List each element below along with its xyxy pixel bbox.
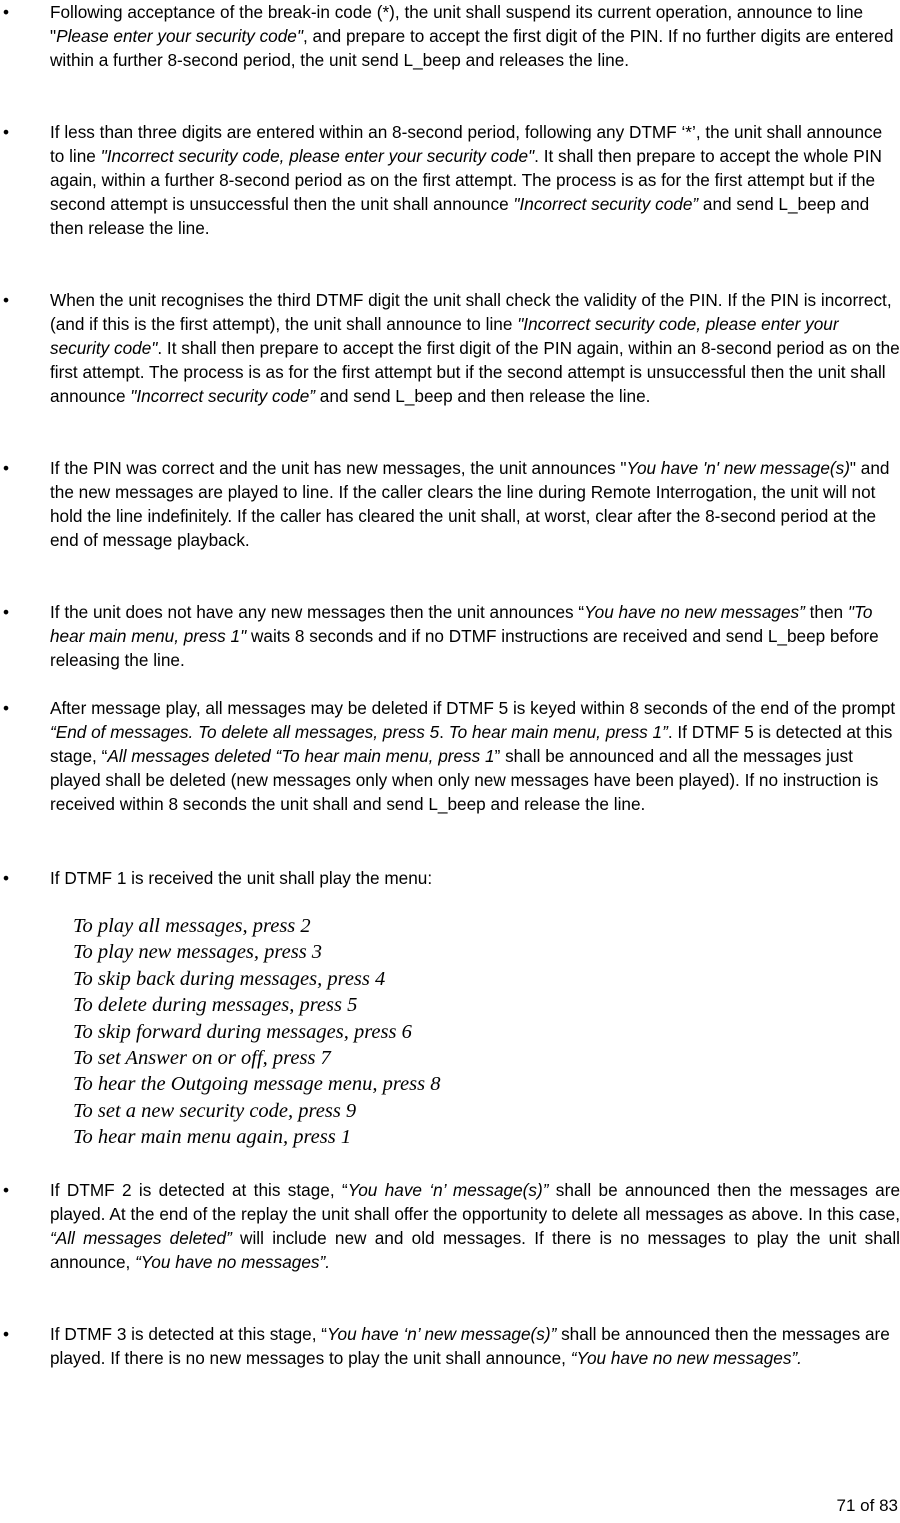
paragraph-run: and send L_beep and then release the line. xyxy=(50,194,870,238)
bullet-icon: • xyxy=(2,698,10,718)
paragraph-run: shall be announced then the messages are played. If there is no new messages to play the unit shall announce, xyxy=(50,1324,890,1368)
paragraph-run: If DTMF 3 is detected at this stage, “ xyxy=(50,1324,328,1344)
quoted-prompt-text: "Incorrect security code” xyxy=(130,386,316,406)
paragraph-run: and send L_beep and then release the line. xyxy=(315,386,651,406)
menu-line: To skip back during messages, press 4 xyxy=(73,967,386,990)
quoted-prompt-text: You have 'n' new message(s) xyxy=(626,458,850,478)
quoted-prompt-text: “End of messages. To delete all messages, press 5 xyxy=(50,722,440,742)
quoted-prompt-text: To hear main menu, press 1” xyxy=(448,722,668,742)
paragraph-run: . It shall then prepare to accept the first digit of the PIN again, within an 8-second period as on the first attempt. The process is as for the first attempt but if the second attempt is unsuccessful then the unit shall announce xyxy=(50,338,900,406)
bullet-icon: • xyxy=(2,1180,10,1200)
bullet-icon: • xyxy=(2,868,10,888)
paragraph-run: If the unit does not have any new messages then the unit announces “ xyxy=(50,602,585,622)
paragraph-run: . It shall then prepare to accept the whole PIN again, within a further 8-second period as on the first attempt. The process is as for the first attempt but if the second attempt is unsuccessful then the unit shall announce xyxy=(50,146,882,214)
quoted-prompt-text: You have ‘n’ message(s)” xyxy=(347,1180,549,1200)
quoted-prompt-text: You have no new messages” xyxy=(584,602,805,622)
menu-line: To skip forward during messages, press 6 xyxy=(73,1020,412,1043)
paragraph-run: will include new and old messages. If there is no messages to play the unit shall announce, xyxy=(50,1228,900,1272)
menu-line: To delete during messages, press 5 xyxy=(73,994,358,1017)
paragraph-text xyxy=(50,456,900,552)
paragraph-run: . xyxy=(439,722,449,742)
paragraph-text xyxy=(50,288,900,408)
paragraph-text xyxy=(50,1178,900,1274)
paragraph-run: Following acceptance of the break-in code (*), the unit shall suspend its current operation, announce to line " xyxy=(50,2,864,46)
paragraph-text xyxy=(50,696,900,816)
menu-line: To hear main menu again, press 1 xyxy=(73,1126,352,1149)
quoted-prompt-text: “You have no new messages”. xyxy=(570,1348,802,1368)
quoted-prompt-text: You have ‘n’ new message(s)” xyxy=(327,1324,557,1344)
menu-line: To set Answer on or off, press 7 xyxy=(73,1047,331,1070)
paragraph-text xyxy=(50,866,900,890)
paragraph-run: . If DTMF 5 is detected at this stage, “ xyxy=(50,722,893,766)
bullet-icon: • xyxy=(2,290,10,310)
paragraph-text xyxy=(50,1322,900,1370)
voice-menu-list xyxy=(73,913,673,1151)
paragraph-run: If the PIN was correct and the unit has new messages, the unit announces " xyxy=(50,458,627,478)
bullet-icon: • xyxy=(2,122,10,142)
quoted-prompt-text: "Incorrect security code, please enter your security code" xyxy=(50,314,839,358)
paragraph-run: " and the new messages are played to line. If the caller clears the line during Remote Interrogation, the unit will not hold the line indefinitely. If the caller has cleared the unit shall, at worst, clear after the 8-second period at the end of message playback. xyxy=(50,458,890,550)
paragraph-run: When the unit recognises the third DTMF digit the unit shall check the validity of the PIN. If the PIN is incorrect, (and if this is the first attempt), the unit shall announce to line xyxy=(50,290,892,334)
bullet-icon: • xyxy=(2,1324,10,1344)
paragraph-text xyxy=(50,600,900,672)
paragraph-run: After message play, all messages may be deleted if DTMF 5 is keyed within 8 seconds of the end of the prompt xyxy=(50,698,896,718)
bullet-icon: • xyxy=(2,602,10,622)
bullet-icon: • xyxy=(2,2,10,22)
paragraph-run: If DTMF 2 is detected at this stage, “ xyxy=(50,1180,348,1200)
paragraph-run: waits 8 seconds and if no DTMF instructions are received and send L_beep before releasing the line. xyxy=(50,626,879,670)
menu-line: To set a new security code, press 9 xyxy=(73,1099,357,1122)
quoted-prompt-text: "Incorrect security code” xyxy=(513,194,699,214)
quoted-prompt-text: Please enter your security code" xyxy=(56,26,303,46)
page-number: 71 of 83 xyxy=(836,1496,898,1515)
paragraph-run: shall be announced then the messages are played. At the end of the replay the unit shall offer the opportunity to delete all messages as above. In this case, xyxy=(50,1180,900,1224)
menu-line: To play new messages, press 3 xyxy=(73,941,323,964)
quoted-prompt-text: "Incorrect security code, please enter your security code" xyxy=(100,146,535,166)
quoted-prompt-text: "To hear main menu, press 1" xyxy=(50,602,873,646)
quoted-prompt-text: “All messages deleted” xyxy=(50,1228,232,1248)
paragraph-run: , and prepare to accept the first digit of the PIN. If no further digits are entered within a further 8-second period, the unit send L_beep and releases the line. xyxy=(50,26,894,70)
paragraph-text xyxy=(50,120,900,240)
menu-line: To hear the Outgoing message menu, press 8 xyxy=(73,1073,441,1096)
menu-line: To play all messages, press 2 xyxy=(73,915,311,937)
paragraph-run: then xyxy=(804,602,848,622)
paragraph-run: ” shall be announced and all the messages just played shall be deleted (new messages only when only new messages have been played). If no instruction is received within 8 seconds the unit shall and send L_beep and release the line. xyxy=(50,746,879,814)
paragraph-run: If less than three digits are entered within an 8-second period, following any DTMF ‘*’, the unit shall announce to line xyxy=(50,122,883,166)
paragraph-text xyxy=(50,0,900,72)
paragraph-run: If DTMF 1 is received the unit shall play the menu: xyxy=(50,868,433,888)
quoted-prompt-text: “You have no messages”. xyxy=(135,1252,330,1272)
bullet-icon: • xyxy=(2,458,10,478)
quoted-prompt-text: All messages deleted “To hear main menu, press 1 xyxy=(107,746,495,766)
